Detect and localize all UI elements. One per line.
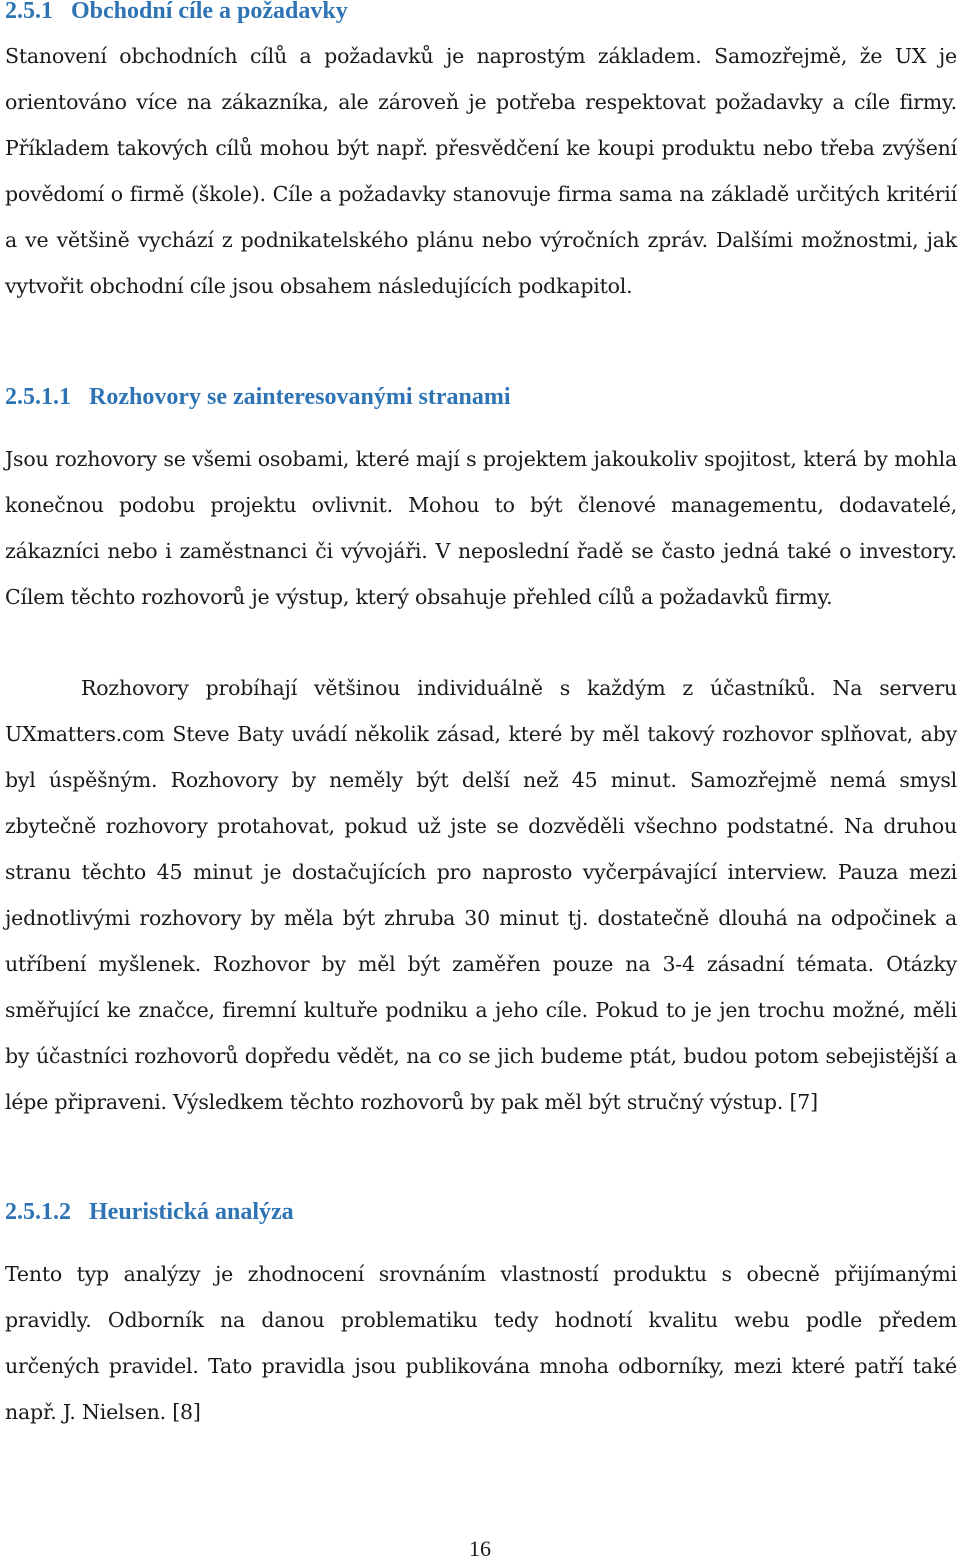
subsection-heading-interviews [5, 384, 511, 411]
subsection-number: 2.5.1.2 [5, 1199, 71, 1225]
section-title: Obchodní cíle a požadavky [71, 0, 348, 24]
heuristic-paragraph: Tento typ analýzy je zhodnocení srovnáním vlastností produktu s obecně přijímanými pravidly. Odborník na danou problematiku tedy hodnotí kvalitu webu podle předem určených pravidel. Tato pravidla jsou publikována mnoha odborníky, mezi které patří také např. J. Nielsen. [8] [5, 1262, 957, 1424]
interviews-paragraph-2: Rozhovory probíhají většinou individuálně s každým z účastníků. Na serveru UXmatters.com Steve Baty uvádí několik zásad, které by měl takový rozhovor splňovat, aby byl úspěšným. Rozhovory by neměly být delší než 45 minut. Samozřejmě nemá smysl zbytečně rozhovory protahovat, pokud už jste se dozvěděli všechno podstatné. Na druhou stranu těchto 45 minut je dostačujících pro naprosto vyčerpávající interview. Pauza mezi jednotlivými rozhovory by měla být zhruba 30 minut tj. dostatečně dlouhá na odpočinek a utříbení myšlenek. Rozhovor by měl být zaměřen pouze na 3-4 zásadní témata. Otázky směřující ke značce, firemní kultuře podniku a jeho cíle. Pokud to je jen trochu možné, měli by účastníci rozhovorů dopředu vědět, na co se jich budeme ptát, budou potom sebejistější a lépe připraveni. Výsledkem těchto rozhovorů by pak měl být stručný výstup. [7] [5, 676, 957, 1114]
subsection-title: Rozhovory se zainteresovanými stranami [89, 384, 511, 410]
subsection-title: Heuristická analýza [89, 1199, 294, 1225]
section-number: 2.5.1 [5, 0, 53, 24]
interviews-paragraph-1: Jsou rozhovory se všemi osobami, které mají s projektem jakoukoliv spojitost, která by mohla konečnou podobu projektu ovlivnit. Mohou to být členové managementu, dodavatelé, zákazníci nebo i zaměstnanci či vývojáři. V neposlední řadě se často jedná také o investory. Cílem těchto rozhovorů je výstup, který obsahuje přehled cílů a požadavků firmy. [5, 447, 957, 609]
subsection-number: 2.5.1.1 [5, 384, 71, 410]
section-paragraph: Stanovení obchodních cílů a požadavků je naprostým základem. Samozřejmě, že UX je orientováno více na zákazníka, ale zároveň je potřeba respektovat požadavky a cíle firmy. Příkladem takových cílů mohou být např. přesvědčení ke koupi produktu nebo třeba zvýšení povědomí o firmě (škole). Cíle a požadavky stanovuje firma sama na základě určitých kritérií a ve většině vychází z podnikatelského plánu nebo výročních zpráv. Dalšími možnostmi, jak vytvořit obchodní cíle jsou obsahem následujících podkapitol. [5, 44, 957, 298]
section-heading [5, 0, 348, 25]
subsection-heading-heuristic [5, 1199, 294, 1226]
page-number: 16 [469, 1536, 491, 1561]
